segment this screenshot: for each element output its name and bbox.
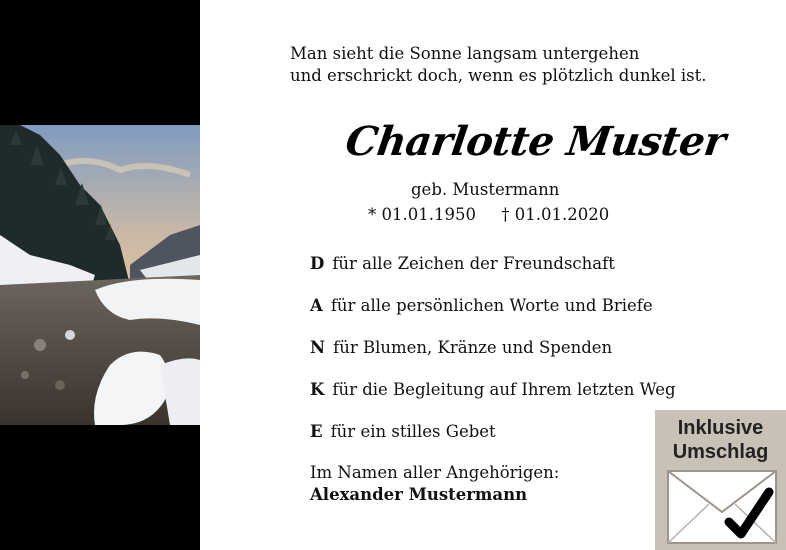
thanks-row — [310, 253, 676, 295]
landscape-image — [0, 125, 200, 425]
badge-text — [655, 416, 786, 464]
quote-line-2: und erschrickt doch, wenn es plötzlich dunkel ist. — [290, 66, 707, 85]
badge-line-2: Umschlag — [672, 441, 769, 463]
life-dates — [368, 205, 629, 224]
thanks-text: für alle persönlichen Worte und Briefe — [330, 296, 653, 315]
envelope-badge — [655, 410, 786, 550]
badge-line-1: Inklusive — [677, 417, 764, 439]
mountain-stream-photo — [0, 125, 200, 425]
thanks-letter: D — [310, 254, 325, 273]
thanks-row — [310, 421, 676, 463]
quote-line-1: Man sieht die Sonne langsam untergehen — [290, 44, 640, 63]
thanks-letter: K — [310, 380, 325, 399]
thanks-letter: E — [310, 422, 323, 441]
thanks-text: für Blumen, Kränze und Spenden — [333, 338, 613, 357]
thanks-row — [310, 379, 676, 421]
thanks-letter: A — [310, 296, 323, 315]
thanks-list — [310, 253, 676, 463]
deceased-name: Charlotte Muster — [342, 118, 729, 165]
thanks-text: für die Begleitung auf Ihrem letzten Weg — [332, 380, 676, 399]
signer-name: Alexander Mustermann — [310, 485, 528, 504]
thanks-text: für ein stilles Gebet — [330, 422, 496, 441]
envelope-check-icon — [667, 470, 777, 544]
quote-text — [290, 43, 707, 87]
birth-date: * 01.01.1950 — [368, 205, 476, 224]
thanks-text: für alle Zeichen der Freundschaft — [332, 254, 615, 273]
thanks-row — [310, 337, 676, 379]
closing-line: Im Namen aller Angehörigen: — [310, 463, 560, 482]
birth-name: geb. Mustermann — [411, 180, 560, 199]
thanks-row — [310, 295, 676, 337]
death-date: † 01.01.2020 — [501, 205, 610, 224]
closing-block — [310, 462, 559, 506]
thanks-letter: N — [310, 338, 326, 357]
